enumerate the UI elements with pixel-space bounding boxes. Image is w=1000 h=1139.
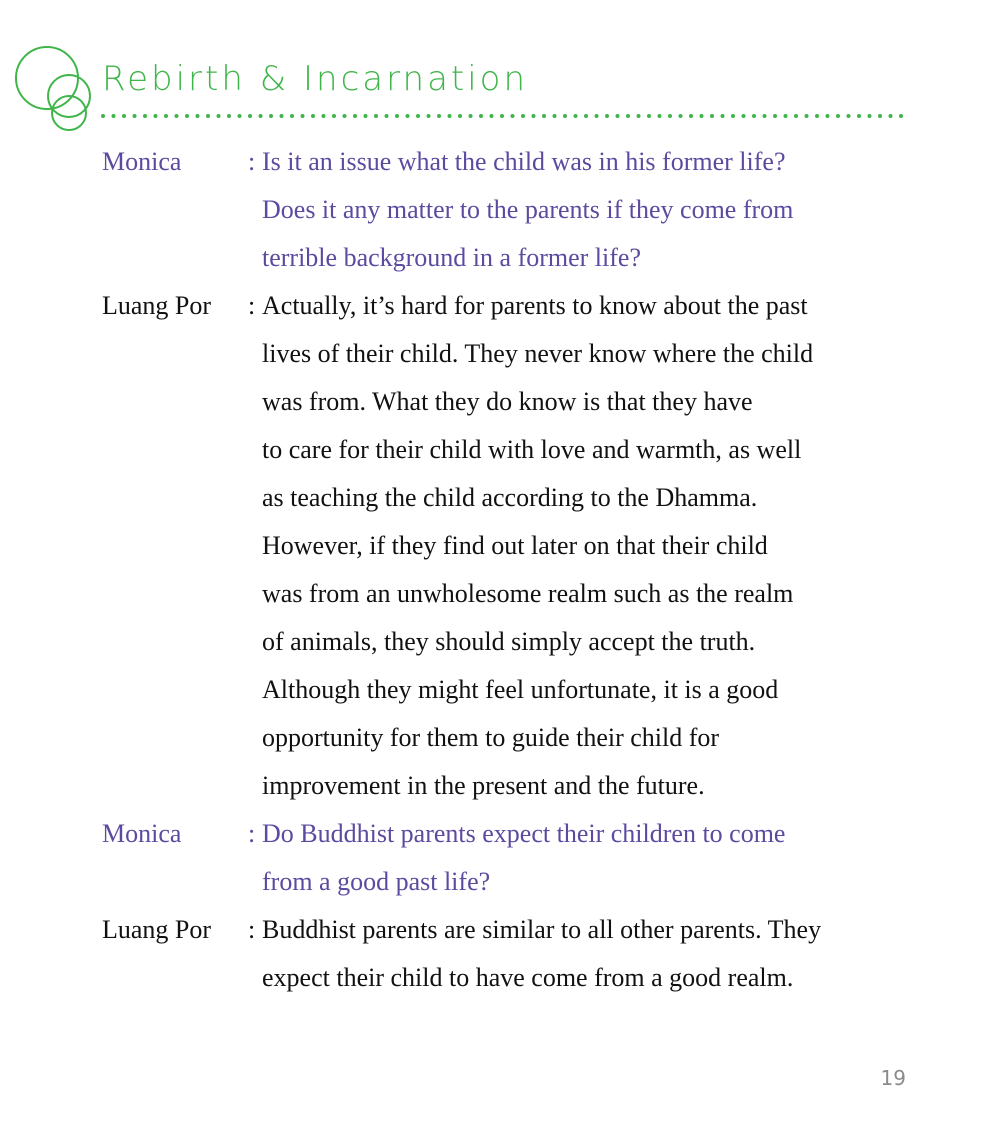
dialogue-turn	[102, 906, 912, 1002]
dialogue-turn	[102, 138, 912, 282]
dialogue-turn	[102, 810, 912, 906]
text-line: However, if they find out later on that their child	[262, 531, 768, 560]
speaker-name: Monica	[102, 147, 182, 176]
speaker-colon: :	[248, 291, 256, 320]
overlapping-circles-logo-icon	[14, 40, 104, 135]
text-line: Actually, it’s hard for parents to know about the past	[262, 291, 808, 320]
speaker-name: Luang Por	[102, 915, 212, 944]
text-line: Do Buddhist parents expect their children to come	[262, 819, 786, 848]
text-line: expect their child to have come from a good realm.	[262, 963, 794, 992]
utterance	[262, 906, 912, 1002]
text-line: as teaching the child according to the Dhamma.	[262, 483, 758, 512]
text-line: terrible background in a former life?	[262, 243, 641, 272]
chapter-title: Rebirth & Incarnation	[102, 59, 529, 99]
text-line: Does it any matter to the parents if they come from	[262, 195, 794, 224]
dotted-divider	[100, 112, 905, 120]
text-line: improvement in the present and the future.	[262, 771, 705, 800]
speaker-colon: :	[248, 147, 256, 176]
text-line: Is it an issue what the child was in his former life?	[262, 147, 786, 176]
utterance	[262, 810, 912, 906]
speaker-colon: :	[248, 819, 256, 848]
text-line: to care for their child with love and warmth, as well	[262, 435, 802, 464]
dialogue	[102, 138, 912, 1002]
text-line: was from an unwholesome realm such as the realm	[262, 579, 794, 608]
speaker-colon: :	[248, 915, 256, 944]
utterance	[262, 282, 912, 810]
page-number: 19	[880, 1066, 906, 1090]
text-line: Although they might feel unfortunate, it is a good	[262, 675, 779, 704]
text-line: lives of their child. They never know where the child	[262, 339, 814, 368]
speaker-name: Luang Por	[102, 291, 212, 320]
text-line: of animals, they should simply accept the truth.	[262, 627, 756, 656]
text-line: from a good past life?	[262, 867, 491, 896]
dialogue-turn	[102, 282, 912, 810]
text-line: Buddhist parents are similar to all other parents. They	[262, 915, 822, 944]
text-line: opportunity for them to guide their child for	[262, 723, 720, 752]
speaker-name: Monica	[102, 819, 182, 848]
text-line: was from. What they do know is that they have	[262, 387, 753, 416]
utterance	[262, 138, 912, 282]
